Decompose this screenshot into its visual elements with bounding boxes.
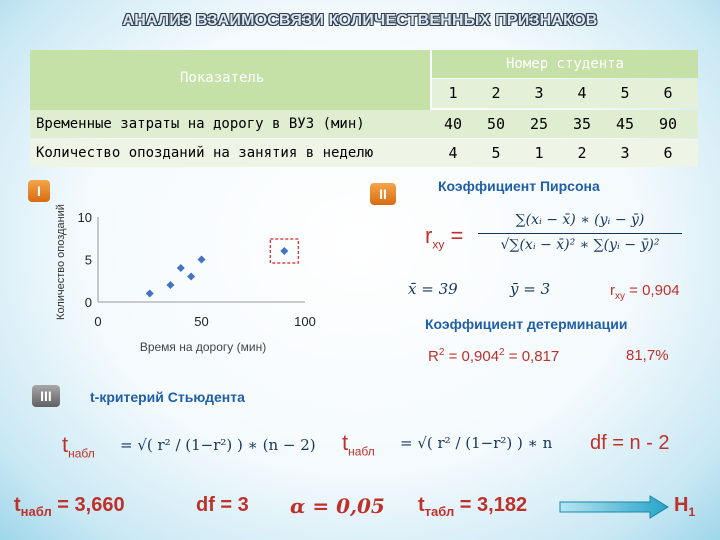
table-cell: 50 (486, 115, 506, 133)
df-formula: df = n - 2 (590, 432, 670, 454)
table-header-label: Показатель (180, 70, 265, 86)
t-tab-value: $t_{табл} = 3,182$ (418, 494, 528, 519)
hypothesis-h1: $H_1$ (674, 494, 696, 519)
determination-heading: Коэффициент детерминации (425, 316, 628, 332)
student-number: 1 (448, 84, 458, 102)
table-cell: 3 (620, 144, 630, 162)
arrow-right-icon (558, 494, 670, 520)
table-cell: 4 (448, 144, 458, 162)
student-number: 2 (491, 84, 501, 102)
x-axis-label: Время на дорогу (мин) (139, 340, 267, 354)
table-cell: 35 (572, 115, 592, 133)
determination-percent: 81,7% (626, 347, 669, 364)
y-mean: ȳ = 3 (510, 280, 551, 298)
t-obs-formula-lhs-2: $t_{набл}$ (342, 430, 375, 459)
student-heading: t-критерий Стьюдента (90, 389, 245, 405)
x-mean: x̄ = 39 (408, 280, 458, 298)
row-label-lateness: Количество опозданий на занятия в неделю (36, 145, 374, 161)
y-tick-label: 10 (77, 210, 92, 225)
table-cell: 2 (577, 144, 587, 162)
pearson-denominator: √∑(xᵢ − x̄)² ∗ ∑(yᵢ − ȳ)² (500, 237, 660, 253)
table-cell: 5 (491, 144, 501, 162)
data-point (280, 247, 288, 255)
page-title: АНАЛИЗ ВЗАИМОСВЯЗИ КОЛИЧЕСТВЕННЫХ ПРИЗНАКОВ (122, 12, 598, 29)
student-number: 3 (534, 84, 544, 102)
student-number: 6 (663, 84, 673, 102)
t-obs-formula-lhs: $t_{набл}$ (62, 432, 95, 461)
x-tick-label: 0 (94, 314, 102, 329)
fraction-bar (478, 233, 682, 234)
t-obs-value: $t_{набл} = 3,660$ (14, 494, 125, 519)
alpha-value: α = 0,05 (290, 494, 385, 518)
marker-three: III (32, 385, 60, 407)
pearson-result: $r_{xy} = 0,904$ (610, 282, 680, 302)
data-point (187, 273, 195, 281)
marker-one: I (28, 180, 50, 202)
t-obs-formula-1: = √( r² / (1−r²) ) ∗ (n − 2) (120, 436, 316, 454)
data-point (177, 264, 185, 272)
table-cell: 6 (663, 144, 673, 162)
table-cell: 1 (534, 144, 544, 162)
data-point (146, 290, 154, 298)
y-tick-label: 5 (84, 252, 92, 268)
y-tick-label: 0 (84, 295, 92, 310)
data-point (198, 256, 206, 264)
student-number: 5 (620, 84, 630, 102)
data-point (166, 281, 174, 289)
scatter-chart (20, 200, 340, 360)
x-tick-label: 50 (194, 314, 209, 329)
table-cell: 40 (443, 115, 463, 133)
t-obs-formula-2: = √( r² / (1−r²) ) ∗ n (400, 434, 553, 452)
marker-two: II (370, 183, 396, 205)
table-cell: 45 (615, 115, 635, 133)
pearson-lhs: $r_{xy}$ = (425, 223, 464, 252)
pearson-numerator: ∑(xᵢ − x̄) ∗ (yᵢ − ȳ) (515, 212, 645, 228)
y-axis-label: Количество опозданий (55, 204, 67, 320)
determination-result: $R^2 = 0,904^2 = 0,817$ (428, 347, 560, 365)
table-cell: 25 (529, 115, 549, 133)
pearson-heading: Коэффициент Пирсона (438, 178, 600, 194)
student-number: 4 (577, 84, 587, 102)
x-tick-label: 100 (294, 314, 316, 329)
df-value: df = 3 (196, 494, 249, 516)
table-cell: 90 (658, 115, 678, 133)
row-label-time: Временные затраты на дорогу в ВУЗ (мин) (36, 116, 365, 132)
table-header-student-label: Номер студента (505, 56, 624, 72)
